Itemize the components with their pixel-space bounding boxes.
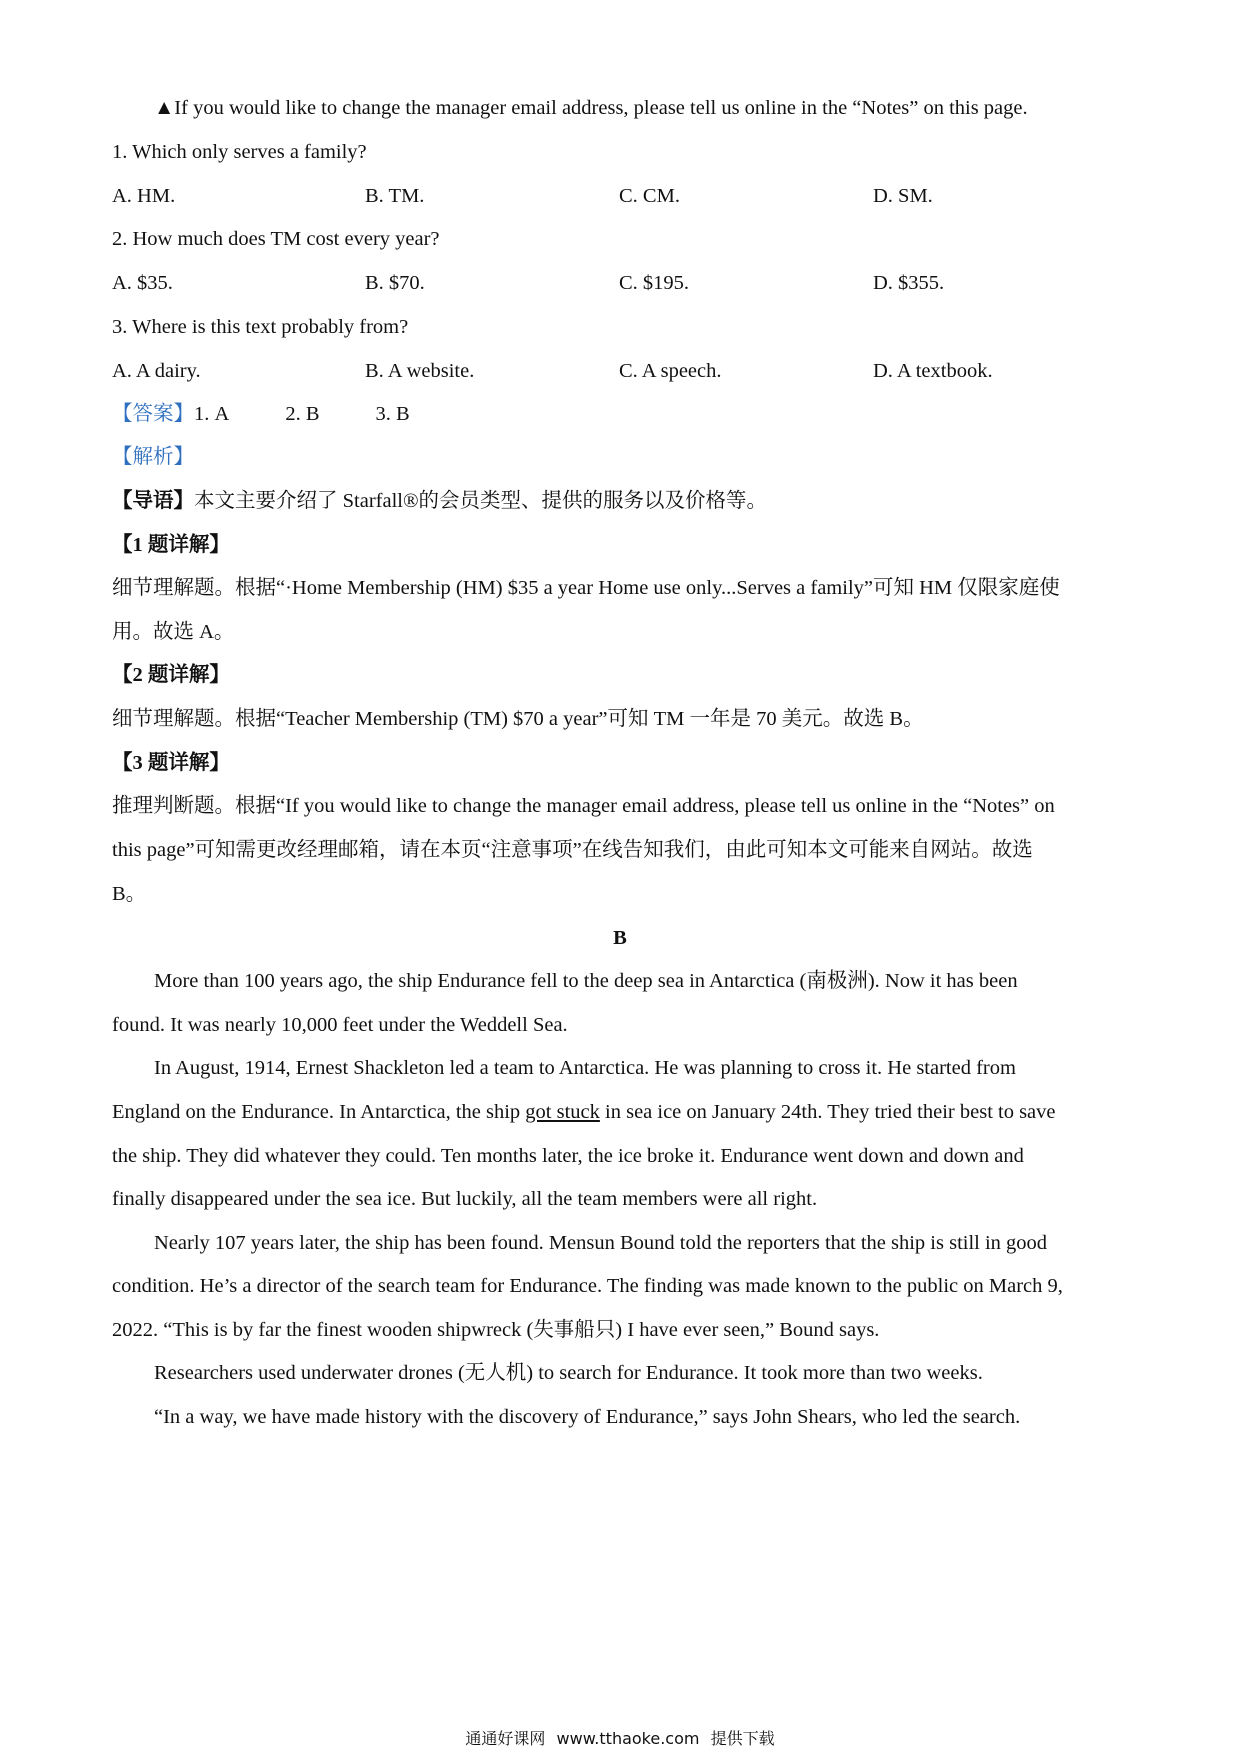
answer-label: 【答案】 bbox=[112, 403, 194, 425]
q2-option-d: D. $355. bbox=[873, 272, 945, 294]
detail-1-label: 【1 题详解】 bbox=[112, 534, 230, 556]
answer-item-2: 2. B bbox=[285, 403, 320, 425]
passage-p5: “In a way, we have made history with the discovery of Endurance,” says John Shears, who led the search. bbox=[154, 1406, 1021, 1428]
passage-p2-line-2 bbox=[112, 1099, 1056, 1125]
answer-row bbox=[112, 401, 410, 427]
footer-suffix: 提供下载 bbox=[710, 1729, 775, 1748]
question-2: 2. How much does TM cost every year? bbox=[112, 228, 440, 250]
q3-option-d: D. A textbook. bbox=[873, 360, 993, 382]
guide-label: 【导语】 bbox=[112, 490, 194, 512]
question-1: 1. Which only serves a family? bbox=[112, 141, 367, 163]
detail-3-line-1: 推理判断题。根据“If you would like to change the manager email address, please tell us online in the “Notes” on bbox=[112, 795, 1055, 817]
underlined-phrase: got stuck bbox=[525, 1101, 600, 1123]
q2-option-a: A. $35. bbox=[112, 272, 173, 294]
detail-2-line-1: 细节理解题。根据“Teacher Membership (TM) $70 a year”可知 TM 一年是 70 美元。故选 B。 bbox=[112, 708, 924, 730]
analysis-label: 【解析】 bbox=[112, 446, 194, 468]
passage-p1-line-1: More than 100 years ago, the ship Endurance fell to the deep sea in Antarctica (南极洲). Now it has been bbox=[154, 970, 1018, 992]
section-b-heading: B bbox=[613, 927, 627, 949]
detail-2-label: 【2 题详解】 bbox=[112, 664, 230, 686]
passage-p2-line-4: finally disappeared under the sea ice. But luckily, all the team members were all right. bbox=[112, 1188, 818, 1210]
detail-3-label: 【3 题详解】 bbox=[112, 752, 230, 774]
detail-1-line-1: 细节理解题。根据“·Home Membership (HM) $35 a year Home use only...Serves a family”可知 HM 仅限家庭使 bbox=[112, 577, 1060, 599]
q3-option-c: C. A speech. bbox=[619, 360, 722, 382]
passage-p3-line-3: 2022. “This is by far the finest wooden shipwreck (失事船只) I have ever seen,” Bound says. bbox=[112, 1319, 880, 1341]
question-3: 3. Where is this text probably from? bbox=[112, 316, 409, 338]
guide-text: 本文主要介绍了 Starfall®的会员类型、提供的服务以及价格等。 bbox=[194, 490, 768, 512]
q1-option-c: C. CM. bbox=[619, 185, 680, 207]
q3-option-a: A. A dairy. bbox=[112, 360, 201, 382]
passage-p4: Researchers used underwater drones (无人机) to search for Endurance. It took more than two weeks. bbox=[154, 1362, 983, 1384]
q3-option-b: B. A website. bbox=[365, 360, 475, 382]
guide-row bbox=[112, 488, 767, 514]
q2-option-c: C. $195. bbox=[619, 272, 690, 294]
intro-note: ▲If you would like to change the manager email address, please tell us online in the “Notes” on this page. bbox=[154, 97, 1028, 119]
q2-option-b: B. $70. bbox=[365, 272, 425, 294]
footer-site-name: 通通好课网 bbox=[465, 1729, 546, 1748]
q1-option-a: A. HM. bbox=[112, 185, 176, 207]
detail-3-line-3: B。 bbox=[112, 883, 147, 905]
answer-item-3: 3. B bbox=[375, 403, 410, 425]
passage-p2-line-2-after: in sea ice on January 24th. They tried their best to save bbox=[599, 1101, 1056, 1123]
passage-p2-line-3: the ship. They did whatever they could. Ten months later, the ice broke it. Endurance went down and down and bbox=[112, 1145, 1024, 1167]
passage-p3-line-1: Nearly 107 years later, the ship has been found. Mensun Bound told the reporters that the ship is still in good bbox=[154, 1232, 1048, 1254]
detail-3-line-2: this page”可知需更改经理邮箱，请在本页“注意事项”在线告知我们，由此可知本文可能来自网站。故选 bbox=[112, 839, 1033, 861]
detail-1-line-2: 用。故选 A。 bbox=[112, 621, 235, 643]
passage-p2-line-2-before: England on the Endurance. In Antarctica, the ship bbox=[112, 1101, 526, 1123]
passage-p3-line-2: condition. He’s a director of the search team for Endurance. The finding was made known to the public on March 9, bbox=[112, 1275, 1063, 1297]
q1-option-d: D. SM. bbox=[873, 185, 933, 207]
footer-url[interactable]: www.tthaoke.com bbox=[556, 1729, 700, 1748]
q1-option-b: B. TM. bbox=[365, 185, 425, 207]
footer bbox=[0, 1729, 1240, 1749]
answer-item-1: 1. A bbox=[194, 403, 230, 425]
passage-p1-line-2: found. It was nearly 10,000 feet under the Weddell Sea. bbox=[112, 1014, 568, 1036]
passage-p2-line-1: In August, 1914, Ernest Shackleton led a team to Antarctica. He was planning to cross it. He started from bbox=[154, 1057, 1016, 1079]
